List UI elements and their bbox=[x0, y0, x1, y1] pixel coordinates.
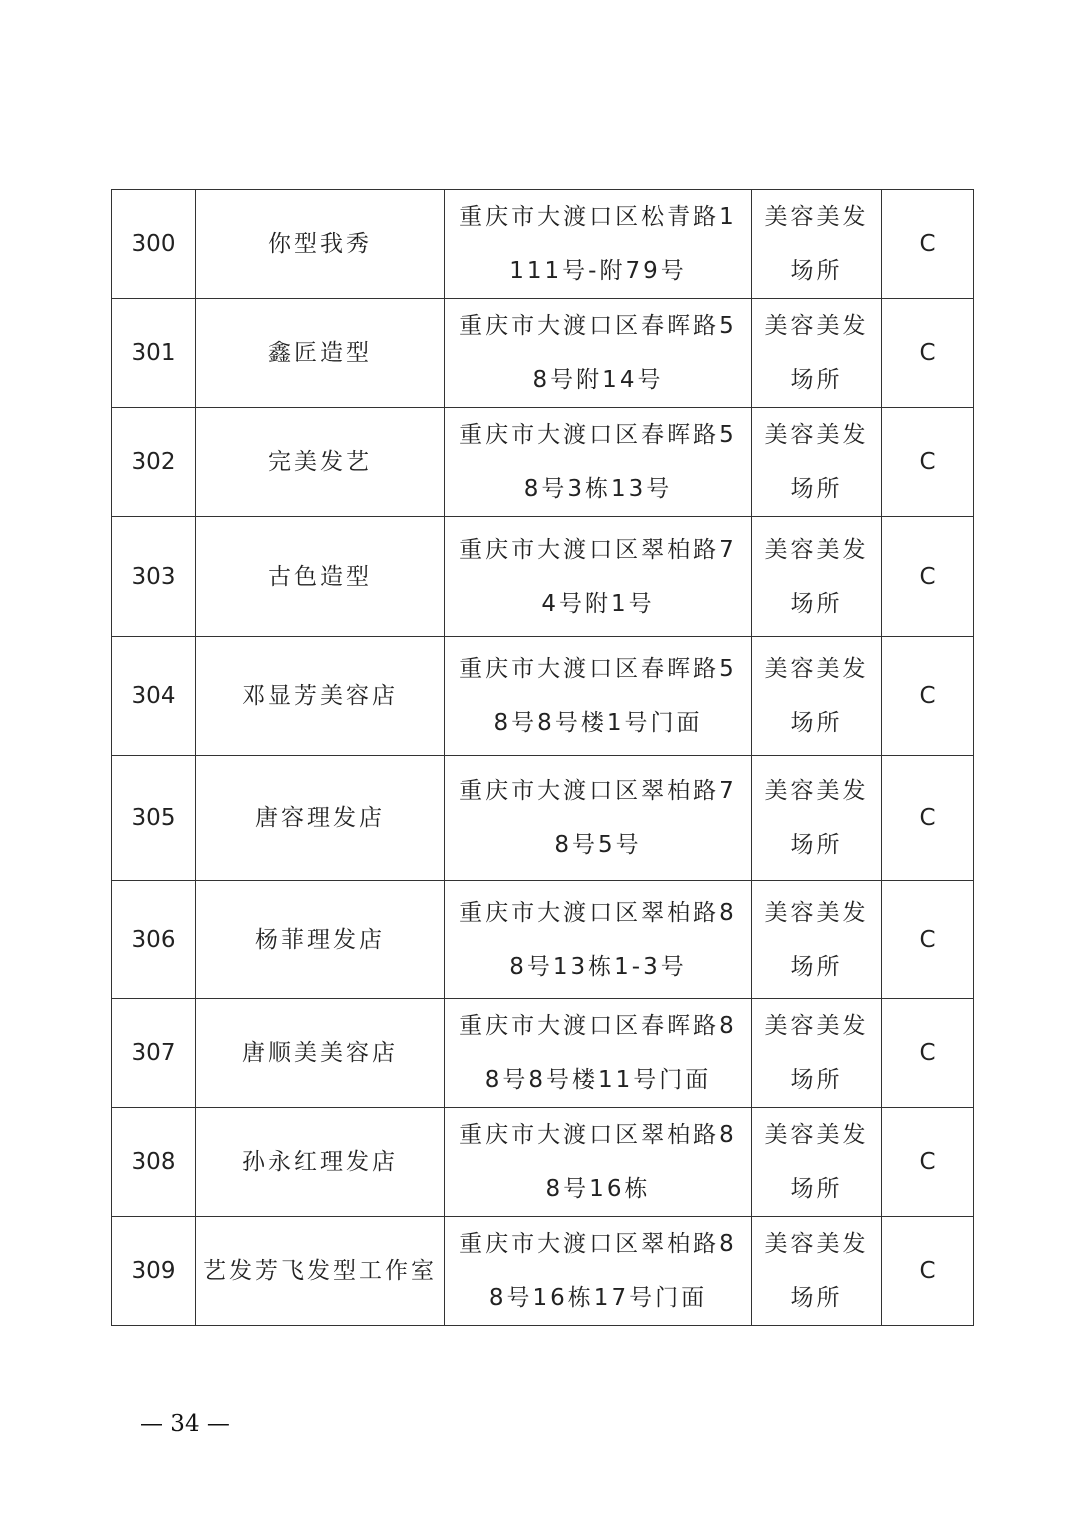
venue-grade: C bbox=[882, 881, 974, 999]
venue-address: 重庆市大渡口区翠柏路88号16栋 bbox=[445, 1108, 752, 1217]
table-row bbox=[112, 881, 974, 999]
table-row bbox=[112, 1217, 974, 1326]
venue-grade: C bbox=[882, 756, 974, 881]
venue-category: 美容美发场所 bbox=[752, 637, 882, 756]
venue-name: 唐顺美美容店 bbox=[196, 999, 445, 1108]
venue-category: 美容美发场所 bbox=[752, 999, 882, 1108]
table-row bbox=[112, 1108, 974, 1217]
venue-category: 美容美发场所 bbox=[752, 408, 882, 517]
venue-address: 重庆市大渡口区翠柏路74号附1号 bbox=[445, 517, 752, 637]
venue-grade: C bbox=[882, 999, 974, 1108]
venue-grade: C bbox=[882, 408, 974, 517]
page-number: — 34 — bbox=[140, 1411, 230, 1437]
venue-name: 你型我秀 bbox=[196, 190, 445, 299]
venue-category: 美容美发场所 bbox=[752, 1108, 882, 1217]
venue-category: 美容美发场所 bbox=[752, 756, 882, 881]
venue-address: 重庆市大渡口区春晖路58号附14号 bbox=[445, 299, 752, 408]
venue-name: 孙永红理发店 bbox=[196, 1108, 445, 1217]
row-number: 300 bbox=[112, 190, 196, 299]
venue-name: 艺发芳飞发型工作室 bbox=[196, 1217, 445, 1326]
venue-address: 重庆市大渡口区春晖路58号3栋13号 bbox=[445, 408, 752, 517]
venue-table bbox=[111, 189, 974, 1326]
venue-address: 重庆市大渡口区翠柏路88号13栋1-3号 bbox=[445, 881, 752, 999]
row-number: 308 bbox=[112, 1108, 196, 1217]
venue-category: 美容美发场所 bbox=[752, 1217, 882, 1326]
row-number: 303 bbox=[112, 517, 196, 637]
venue-grade: C bbox=[882, 1108, 974, 1217]
venue-category: 美容美发场所 bbox=[752, 299, 882, 408]
table-row bbox=[112, 299, 974, 408]
venue-grade: C bbox=[882, 299, 974, 408]
venue-category: 美容美发场所 bbox=[752, 190, 882, 299]
table-row bbox=[112, 999, 974, 1108]
table-row bbox=[112, 408, 974, 517]
venue-name: 唐容理发店 bbox=[196, 756, 445, 881]
table-row bbox=[112, 517, 974, 637]
venue-grade: C bbox=[882, 190, 974, 299]
venue-name: 完美发艺 bbox=[196, 408, 445, 517]
venue-name: 鑫匠造型 bbox=[196, 299, 445, 408]
venue-address: 重庆市大渡口区春晖路88号8号楼11号门面 bbox=[445, 999, 752, 1108]
venue-address: 重庆市大渡口区翠柏路78号5号 bbox=[445, 756, 752, 881]
row-number: 302 bbox=[112, 408, 196, 517]
venue-name: 邓显芳美容店 bbox=[196, 637, 445, 756]
table-row bbox=[112, 637, 974, 756]
venue-category: 美容美发场所 bbox=[752, 517, 882, 637]
row-number: 309 bbox=[112, 1217, 196, 1326]
venue-category: 美容美发场所 bbox=[752, 881, 882, 999]
row-number: 307 bbox=[112, 999, 196, 1108]
venue-address: 重庆市大渡口区翠柏路88号16栋17号门面 bbox=[445, 1217, 752, 1326]
row-number: 304 bbox=[112, 637, 196, 756]
venue-grade: C bbox=[882, 637, 974, 756]
table-row bbox=[112, 190, 974, 299]
venue-grade: C bbox=[882, 1217, 974, 1326]
venue-grade: C bbox=[882, 517, 974, 637]
row-number: 305 bbox=[112, 756, 196, 881]
venue-address: 重庆市大渡口区松青路1111号-附79号 bbox=[445, 190, 752, 299]
venue-name: 古色造型 bbox=[196, 517, 445, 637]
row-number: 301 bbox=[112, 299, 196, 408]
venue-address: 重庆市大渡口区春晖路58号8号楼1号门面 bbox=[445, 637, 752, 756]
table-row bbox=[112, 756, 974, 881]
row-number: 306 bbox=[112, 881, 196, 999]
venue-name: 杨菲理发店 bbox=[196, 881, 445, 999]
